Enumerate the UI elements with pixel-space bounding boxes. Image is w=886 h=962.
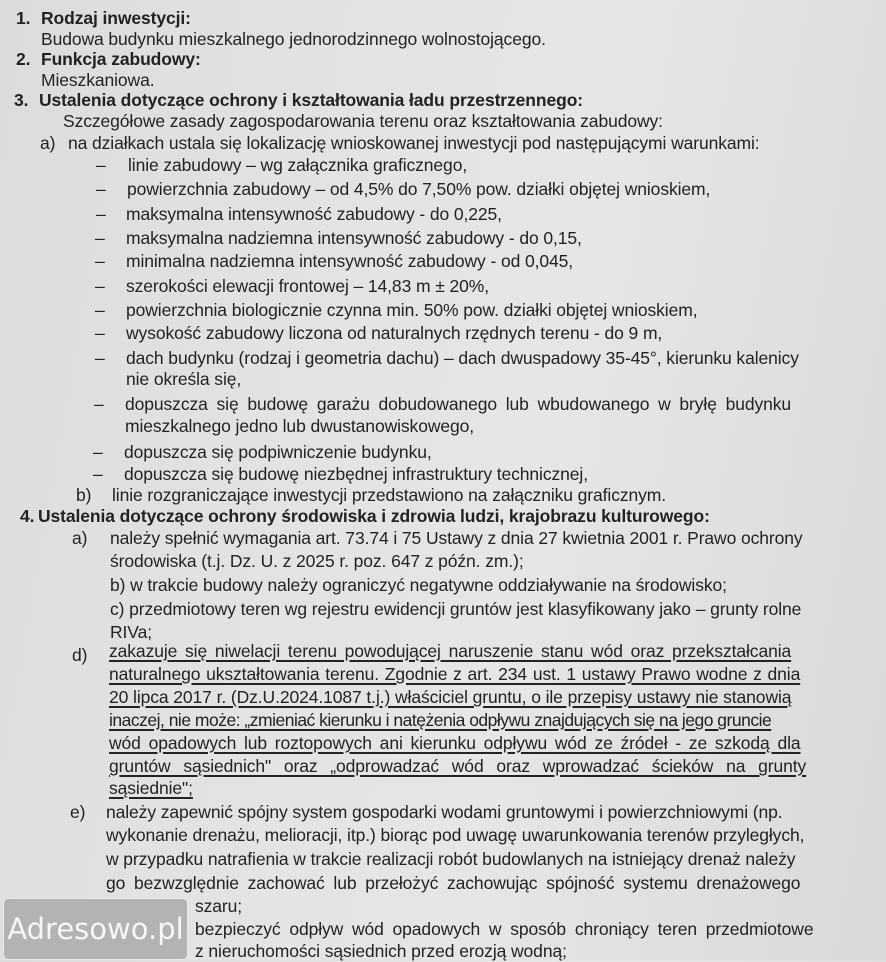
dash-bullet: – [95,251,105,271]
list-item-continuation: mieszkalnego jedno lub dwustanowiskowego, [125,416,475,436]
item-label: b) [76,485,92,505]
list-item-continuation: nie określa się, [126,369,242,389]
item-text: z nieruchomości sąsiednich przed erozją wodną; [195,941,567,961]
underlined-text: gruntów sąsiednich" oraz „odprowadzać wód oraz wprowadzać ścieków na grunty [109,756,807,776]
item-text: należy spełnić wymagania art. 73.74 i 75 Ustawy z dnia 27 kwietnia 2001 r. Prawo ochrony [110,528,803,548]
section-heading: Funkcja zabudowy: [41,49,201,69]
item-text: szaru; [195,896,243,916]
list-item: maksymalna nadziemna intensywność zabudowy - do 0,15, [126,228,582,248]
dash-bullet: – [96,204,106,224]
item-text: b) w trakcie budowy należy ograniczyć negatywne oddziaływanie na środowisko; [110,575,727,595]
dash-bullet: – [95,323,105,343]
list-item: maksymalna intensywność zabudowy - do 0,225, [126,204,502,224]
dash-bullet: – [94,394,104,414]
item-text: wykonanie drenażu, melioracji, itp.) biorąc pod uwagę uwarunkowania terenów przyległych, [106,825,805,845]
section-number: 3. [14,90,29,110]
section-number: 2. [16,49,31,69]
underlined-text: sąsiednie"; [109,778,193,798]
dash-bullet: – [95,228,105,248]
item-text: linie rozgraniczające inwestycji przedstawiono na załączniku graficznym. [112,485,667,505]
underlined-text: 20 lipca 2017 r. (Dz.U.2024.1087 t.j.) właściciel gruntu, o ile przepisy ustawy nie stanowią [109,687,792,707]
item-text: środowiska (t.j. Dz. U. z 2025 r. poz. 647 z późn. zm.); [110,551,524,571]
item-text: c) przedmiotowy teren wg rejestru ewidencji gruntów jest klasyfikowany jako – grunty rolne [110,599,802,619]
item-label: e) [70,802,86,822]
watermark-text: Adresowo.pl [7,912,184,946]
item-label: a) [72,528,88,548]
underlined-text: naturalnego ukształtowania terenu. Zgodnie z art. 234 ust. 1 ustawy Prawo wodne z dnia [109,664,801,684]
list-item: powierzchnia zabudowy – od 4,5% do 7,50% pow. działki objętej wnioskiem, [127,179,711,199]
item-label: a) [40,133,56,153]
section-heading: Ustalenia dotyczące ochrony i kształtowania ładu przestrzennego: [39,90,584,110]
list-item: dach budynku (rodzaj i geometria dachu) – dach dwuspadowy 35-45°, kierunku kalenicy [126,348,799,368]
dash-bullet: – [95,348,105,368]
list-item: minimalna nadziemna intensywność zabudowy - od 0,045, [126,251,574,271]
dash-bullet: – [96,179,106,199]
underlined-text: zakazuje się niwelacji terenu powodującej naruszenie stanu wód oraz przekształcania [109,641,792,661]
list-item: dopuszcza się budowę niezbędnej infrastruktury technicznej, [124,464,588,484]
item-text: w przypadku natrafienia w trakcie realizacji robót budowlanych na istniejący drenaż należy [106,849,796,869]
underlined-text: inaczej, nie może: „zmieniać kierunku i natężenia odpływu znajdujących się na jego gruncie [109,710,772,730]
item-text: należy zapewnić spójny system gospodarki wodami gruntowymi i powierzchniowymi (np. [106,802,783,822]
dash-bullet: – [95,276,105,296]
list-item: wysokość zabudowy liczona od naturalnych rzędnych terenu - do 9 m, [126,323,663,343]
item-label: d) [72,645,88,665]
section-body: Szczegółowe zasady zagospodarowania terenu oraz kształtowania zabudowy: [63,111,663,131]
section-number: 1. [16,8,31,28]
item-text: bezpieczyć odpływ wód opadowych w sposób chroniący teren przedmiotowe [195,919,814,939]
section-number: 4. [20,506,35,526]
item-text: go bezwzględnie zachować lub przełożyć zachowując spójność systemu drenażowego [106,873,801,893]
dash-bullet: – [95,300,105,320]
section-heading: Rodzaj inwestycji: [41,8,191,28]
underlined-text: wód opadowych lub roztopowych ani kierunku odpływu wód ze źródeł - ze szkodą dla [109,733,801,753]
list-item: szerokości elewacji frontowej – 14,83 m ± 20%, [126,276,489,296]
section-heading: Ustalenia dotyczące ochrony środowiska i zdrowia ludzi, krajobrazu kulturowego: [38,506,710,526]
dash-bullet: – [96,155,106,175]
dash-bullet: – [93,464,103,484]
list-item: dopuszcza się podpiwniczenie budynku, [124,442,432,462]
section-body: Budowa budynku mieszkalnego jednorodzinnego wolnostojącego. [41,29,546,49]
item-text: RIVa; [110,622,152,642]
section-body: Mieszkaniowa. [41,70,155,90]
list-item: dopuszcza się budowę garażu dobudowanego lub wbudowanego w bryłę budynku [125,394,792,414]
item-text: na działkach ustala się lokalizację wnioskowanej inwestycji pod następującymi warunkami: [68,133,760,153]
watermark-badge [3,898,188,960]
list-item: powierzchnia biologicznie czynna min. 50% pow. działki objętej wnioskiem, [126,300,698,320]
dash-bullet: – [93,442,103,462]
list-item: linie zabudowy – wg załącznika graficznego, [128,155,468,175]
